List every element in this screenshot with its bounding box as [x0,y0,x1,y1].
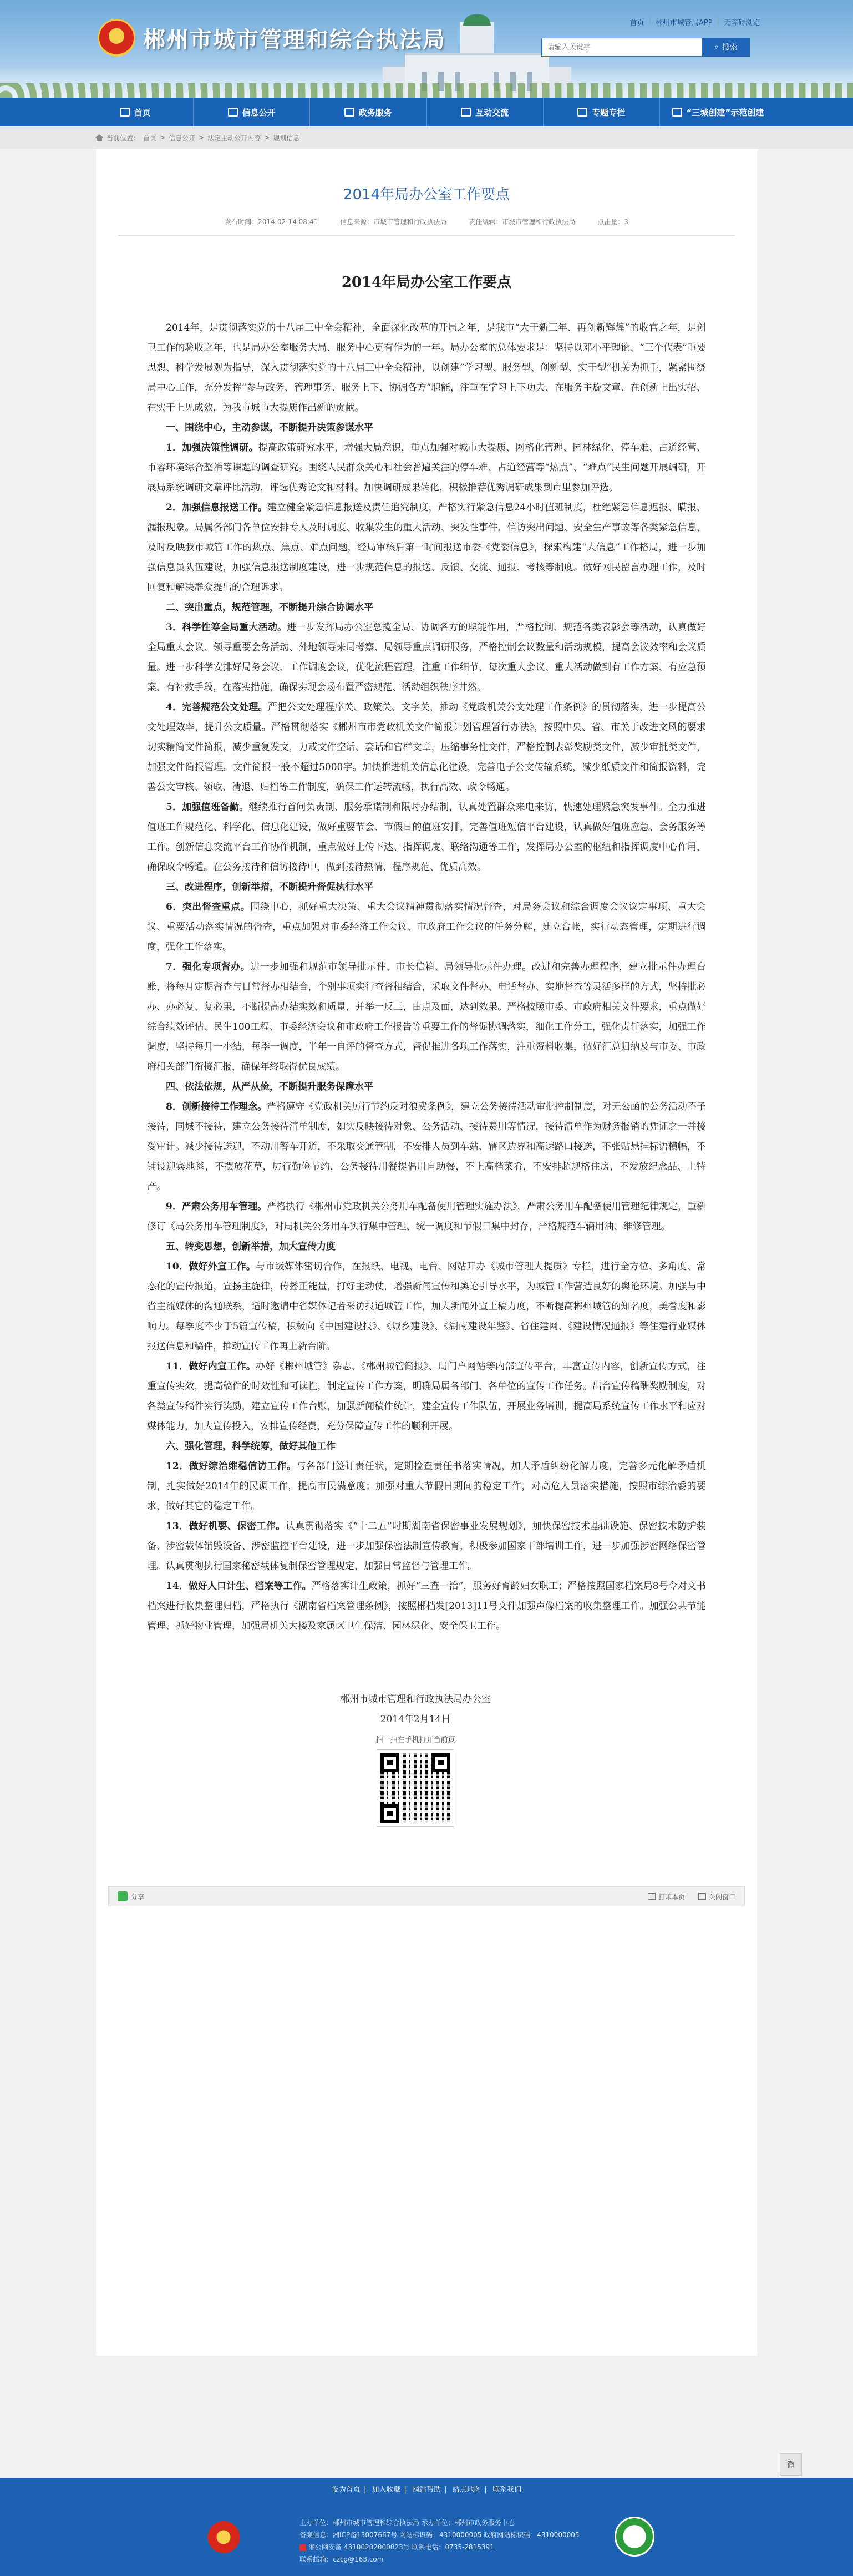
paragraph-text: 建立健全紧急信息报送及责任追究制度，严格实行紧急信息24小时值班制度，杜绝紧急信息迟报、瞒报、漏报现象。局属各部门各单位安排专人及时调度、收集发生的重大活动、突发性事件、信访突出问题、安全生产事故等各类紧急信息，及时反映我市城管工作的热点、焦点、难点问题，经局审核后第一时间报送市委《党委信息》，探索构建“大信息”工作格局，进一步加强信息员队伍建设，加强信息报送制度建设，进一步规范信息的报送、反馈、交流、通报、考核等制度。做好网民留言办理工作，及时回复和解决群众提出的合理诉求。 [147,502,706,593]
nav-info-disclosure[interactable]: 信息公开 [194,98,310,126]
content-paragraph [147,618,706,697]
content-paragraph [147,438,706,498]
paragraph-text: 二、突出重点，规范管理，不断提升综合协调水平 [166,602,373,613]
main-nav [0,98,853,126]
print-button[interactable]: 打印本页 [648,1892,685,1901]
police-badge-icon [299,2544,306,2551]
content-heading: 2014年局办公室工作要点 [341,274,512,291]
paragraph-text: 办好《郴州城管》杂志、《郴州城管简报》、局门户网站等内部宣传平台，丰富宣传内容，创新宣传方式，注重宣传实效，提高稿件的时效性和可读性，制定宣传工作方案，明确局属各部门、各单位的宣传工作任务。出台宣传稿酬奖励制度，对各类宣传稿件实行奖励，建立宣传工作台账，加强新闻稿件统计，建全宣传工作队伍，开展业务培训，提高局系统宣传工作水平和应对媒体能力，加大宣传投入，安排宣传经费，充分保障宣传工作的顺利开展。 [147,1361,706,1432]
crumb-info[interactable]: 信息公开 [169,134,196,142]
signoff-org: 郴州市城市管理和行政执法局办公室 [340,1694,491,1705]
content-paragraph [147,1197,706,1237]
site-footer [0,2478,853,2576]
section-heading [147,418,706,438]
content-paragraph [147,1097,706,1197]
content-paragraph [147,797,706,877]
content-paragraph [147,1576,706,1636]
paragraph-lead: 7．强化专项督办。 [166,961,251,973]
section-heading [147,1436,706,1456]
paragraph-text: 围绕中心，抓好重大决策、重大会议精神贯彻落实情况督查，对局务会议和综合调度会议议定事项、重大会议、重要活动落实情况的督查，重点加强对市委经济工作会议、市政府工作会议的任务分解，建立台帐，实行动态管理，定期进行调度，强化工作落实。 [147,902,706,953]
info-source: 信息来源：市城市管理和行政执法局 [340,218,447,226]
article-meta [118,217,735,236]
view-count: 点击量：3 [597,218,628,226]
paragraph-text: 进一步加强和规范市领导批示件、市长信箱、局领导批示件办理。改进和完善办理程序，建立批示件办理台账，将每月定期督查与日常督办相结合，个别事项实行查督相结合，采取文件督办、电话督办、实地督查等灵活多样的方式，坚持批必办、办必复、复必果，不断提高办结实效和质量，并举一反三，由点及面，达到效果。严格按照市委、市政府相关文件要求，重点做好综合绩效评估、民生100工程、市委经济会议和市政府工作报告等重要工作的督促协调落实，细化工作分工，强化责任落实，加强工作调度，坚持每月一小结，每季一调度，半年一自评的督查方式，督促推进各项工作落实，注重资料收集，做好汇总归纳及与市委、市政府相关部门衔接汇报，确保年终取得优良成绩。 [147,961,706,1072]
paragraph-text: 认真贯彻落实《“十二五”时期湖南省保密事业发展规划》，加快保密技术基础设施、保密技术防护装备、涉密载体销毁设备、涉密监控平台建设，进一步加强保密法制宣传教育，积极参加国家干部培训工作，进一步加强涉密网络保密管理。认真贯彻执行国家秘密载体复制保密管理规定，加强日常监督与管理工作。 [147,1521,706,1572]
paragraph-text: 严格遵守《党政机关厉行节约反对浪费条例》，建立公务接待活动审批控制制度，对无公函的公务活动不予接待，同城不接待，建立公务接待清单制度，如实反映接待对象、公务活动、接待费用等情况，接待清单作为财务报销的凭证之一并接受审计。减少接待送迎，不动用警车开道，不采取交通管制，不安排人员到车站、辖区边界和高速路口接送，不张贴悬挂标语横幅，不铺设迎宾地毯，不摆放花草，厉行勤俭节约，公务接待用餐提倡用自助餐，不上高档菜肴，不安排超规格住房，不发放纪念品、土特产。 [147,1101,706,1192]
paragraph-text: 严格执行《郴州市党政机关公务用车配备使用管理实施办法》，严肃公务用车配备使用管理纪律规定，重新修订《局公务用车管理制度》，对局机关公务用车实行集中管理、统一调度和节假日集中封存，严格规范车辆用油、维修管理。 [147,1201,706,1232]
location-icon [95,134,103,141]
document-icon [228,108,238,117]
header-trees [0,83,853,98]
city-icon [672,108,682,117]
share-label: 分享 [131,1892,145,1901]
content-paragraph [147,1357,706,1436]
nav-services[interactable]: 政务服务 [310,98,426,126]
site-header [0,0,853,98]
paragraph-lead: 6．突出督查重点。 [166,902,251,913]
close-window-button[interactable]: 关闭窗口 [698,1892,735,1901]
search-button[interactable]: ⌕ 搜索 [702,38,750,57]
footer-link-favorite[interactable]: 加入收藏 [372,2486,401,2494]
top-links: 首页 | 郴州市城管局APP | 无障碍浏览 [629,17,760,27]
paragraph-text: 进一步发挥局办公室总揽全局、协调各方的职能作用，严格控制、规范各类表彰会等活动，认真做好全局重大会议、领导重要会务活动、外地领导来局考察、局领导重点调研服务，严格控制会议数量和活动规模，提高会议效率和会议质量。进一步科学安排好局务会议、工作调度会议，优化流程管理，注重工作细节，每次重大会议、重大活动做到有工作方案、有应急预案、有补救手段，在落实措施，确保实现会场布置严密规范、活动组织秩序井然。 [147,622,707,693]
content-paragraph [147,1516,706,1576]
breadcrumb: 当前位置： 首页 > 信息公开 > 法定主动公开内容 > 规划信息 [0,126,853,149]
paragraph-lead: 11．做好内宣工作。 [166,1361,256,1372]
crumb-home[interactable]: 首页 [143,134,157,142]
paragraph-text: 五、转变思想，创新举措，加大宣传力度 [166,1241,336,1252]
section-heading [147,877,706,897]
paragraph-text: 提高政策研究水平，增强大局意识，重点加强对城市大提质、网格化管理、园林绿化、停车难、占道经营、市容环境综合整治等课题的调查研究。围绕人民群众关心和社会普遍关注的停车难、占道经营等“热点”、“难点”民生问题开展调研，开展局系统调研文章评比活动，评选优秀论文和材料。加快调研成果转化，积极推荐优秀调研成果到市里参加评选。 [147,442,706,493]
topic-icon [577,108,587,117]
nav-city-creation[interactable]: “三城创建”示范创建 [660,98,776,126]
article-title: 2014年局办公室工作要点 [343,186,510,203]
paragraph-lead: 3．科学性筹全局重大活动。 [166,622,287,633]
site-logo[interactable] [98,19,446,57]
section-heading [147,1237,706,1257]
nav-topics[interactable]: 专题专栏 [544,98,660,126]
paragraph-text: 严把公文处理程序关、政策关、文字关，推动《党政机关公文处理工作条例》的贯彻落实，进一步提高公文处理效率，提升公文质量。严格贯彻落实《郴州市市党政机关文件简报计划管理暂行办法》，按照中央、省、市关于改进文风的要求切实精简文件简报，减少重复发文，力戒文件空话、套话和官样文章，压缩事务性文件，严格控制表彰奖励类文件，减少审批类文件，加强文件简报管理。文件简报一般不超过5000字。加快推进机关信息化建设，完善电子公文传输系统，减少纸质文件和简报资料，完善公文审核、领取、清退、归档等工作制度，确保工作运转流畅，执行高效、政令畅通。 [147,702,706,793]
content-paragraph [147,697,706,797]
signoff-date: 2014年2月14日 [380,1714,451,1725]
paragraph-lead: 9．严肃公务用车管理。 [166,1201,267,1212]
footer-emblem-icon [207,2521,240,2553]
paragraph-text: 严格落实计生政策，抓好“三查一治”，服务好育龄妇女职工；严格按照国家档案局8号令对文书档案进行收集整理归档，严格执行《湖南省档案管理条例》，按照郴档发[2013]11号文件加强声像档案的收集整理工作。加强公共节能管理、抓好物业管理，加强局机关大楼及家属区卫生保洁、园林绿化、安全保卫工作。 [147,1581,706,1632]
content-paragraph [147,1257,706,1357]
paragraph-lead: 8．创新接待工作理念。 [166,1101,267,1112]
footer-link-contact[interactable]: 联系我们 [492,2486,522,2494]
nav-interaction[interactable]: 互动交流 [427,98,544,126]
top-link-app[interactable]: 郴州市城管局APP [656,19,713,27]
footer-link-help[interactable]: 网站帮助 [412,2486,441,2494]
paragraph-lead: 4．完善规范公文处理。 [166,702,268,713]
printer-icon [648,1893,656,1900]
search-box [541,38,750,57]
paragraph-lead: 14．做好人口计生、档案等工作。 [166,1581,312,1592]
article-panel [96,149,757,2356]
service-icon [344,108,354,117]
qr-code-icon [377,1750,454,1826]
content-paragraph [147,318,706,418]
footer-link-sitemap[interactable]: 站点地图 [452,2486,481,2494]
side-wechat-button[interactable]: 微 [780,2453,802,2476]
crumb-planning[interactable]: 规划信息 [273,134,300,142]
content-paragraph [147,1456,706,1516]
paragraph-text: 与市级媒体密切合作，在报纸、电视、电台、网站开办《城市管理大提质》专栏，进行全方位、多角度、常态化的宣传报道，宣扬主旋律，传播正能量，打好主动仗，增强新闻宣传和舆论引导水平，为城管工作营造良好的舆论环境。加强与中省主流媒体的沟通联系，适时邀请中省媒体记者采访报道城管工作，加大新闻外宣上稿力度，不断提高郴州城管的知名度，美誉度和影响力。每季度不少于5篇宣传稿，积极向《中国建设报》、《城乡建设》、《湖南建设年鉴》、省住建网、《建设情况通报》等住建行业媒体报送信息和稿件，推动宣传工作再上新台阶。 [147,1261,706,1352]
paragraph-text: 与各部门签订责任状，定期检查责任书落实情况，加大矛盾纠纷化解力度，完善多元化解矛盾机制，扎实做好2014年的民调工作，提高市民满意度；加强对重大节假日期间的稳定工作，对高危人员落实措施，按照市综治委的要求，做好其它的稳定工作。 [147,1461,706,1512]
paragraph-text: 六、强化管理，科学统筹，做好其他工作 [166,1441,336,1452]
section-heading [147,1077,706,1097]
national-emblem-icon [98,19,135,57]
paragraph-lead: 5．加强值班备勤。 [166,802,249,813]
share-bar [108,1886,745,1906]
wechat-share-icon[interactable] [118,1891,128,1901]
site-title: 郴州市城市管理和综合执法局 [143,26,446,53]
footer-email: 联系邮箱：czcg@163.com [299,2555,384,2563]
paragraph-text: 继续推行首问负责制、服务承诺制和限时办结制，认真处置群众来电来访，快速处理紧急突发事件。全力推进值班工作规范化、科学化、信息化建设，做好重要节会、节假日的值班安排，完善值班短信平台建设，认真做好值班应急、会务服务等工作。创新信息交流平台工作协作机制，重点做好上传下达、指挥调度、联络沟通等工作，发挥局办公室的枢纽和指挥调度中心作用，确保政令畅通。在公务接待和信访接待中，做到接待热情、程序规范、优质高效。 [147,802,706,873]
top-link-home[interactable]: 首页 [629,19,644,27]
publish-time: 发布时间：2014-02-14 08:41 [225,218,318,226]
section-heading [147,598,706,618]
paragraph-text: 三、改进程序，创新举措，不断提升督促执行水平 [166,882,373,893]
top-link-accessibility[interactable]: 无障碍浏览 [723,19,760,27]
paragraph-text: 四、依法依规，从严从俭，不断提升服务保障水平 [166,1081,373,1092]
footer-info [299,2517,580,2565]
footer-sponsor: 主办单位：郴州市城市管理和综合执法局 承办单位：郴州市政务服务中心 [299,2519,515,2527]
content-paragraph [147,897,706,957]
paragraph-lead: 12．做好综治维稳信访工作。 [166,1461,297,1472]
paragraph-lead: 1．加强决策性调研。 [166,442,258,453]
paragraph-lead: 13．做好机要、保密工作。 [166,1521,286,1532]
crumb-disclosure[interactable]: 法定主动公开内容 [207,134,261,142]
paragraph-text: 2014年，是贯彻落实党的十八届三中全会精神，全面深化改革的开局之年，是我市“大干新三年、再创新辉煌”的收官之年，是创卫工作的验收之年，也是局办公室服务大局、服务中心更有作为的一年。局办公室的总体要求是：坚持以邓小平理论、“三个代表”重要思想、科学发展观为指导，深入贯彻落实党的十八届三中全会精神，以创建“学习型、服务型、创新型、实干型”机关为抓手，紧紧围绕局中心工作，充分发挥“参与政务、管理事务、服务上下、协调各方”职能，注重在学习上下功夫、在服务主旋文章、在创新上出实招、在实干上见成效，为我市城市大提质作出新的贡献。 [147,322,706,413]
paragraph-text: 一、围绕中心，主动参谋，不断提升决策参谋水平 [166,422,373,433]
search-icon: ⌕ [714,43,719,52]
footer-police: 湘公网安备 43100202000023号 联系电话：0735-2815391 [308,2543,494,2551]
paragraph-lead: 2．加强信息报送工作。 [166,502,267,513]
gov-site-error-badge-icon[interactable] [615,2517,654,2557]
footer-link-homepage[interactable]: 设为首页 [331,2486,361,2494]
article-content [96,272,757,1636]
home-icon [120,108,130,117]
content-paragraph [147,498,706,598]
search-input[interactable] [541,38,702,57]
close-icon [698,1893,706,1900]
footer-links: 设为首页 | 加入收藏 | 网站帮助 | 站点地图 | 联系我们 [331,2486,522,2494]
content-paragraph [147,957,706,1077]
nav-home[interactable]: 首页 [77,98,194,126]
footer-record: 备案信息：湘ICP备13007667号 网站标识码：4310000005 政府网站标识码：4310000005 [299,2531,580,2539]
chat-icon [461,108,471,117]
editor: 责任编辑：市城市管理和行政执法局 [469,218,576,226]
paragraph-lead: 10．做好外宣工作。 [166,1261,256,1272]
signoff [96,1689,757,1729]
qr-label: 扫一扫在手机打开当前页 [375,1736,455,1744]
